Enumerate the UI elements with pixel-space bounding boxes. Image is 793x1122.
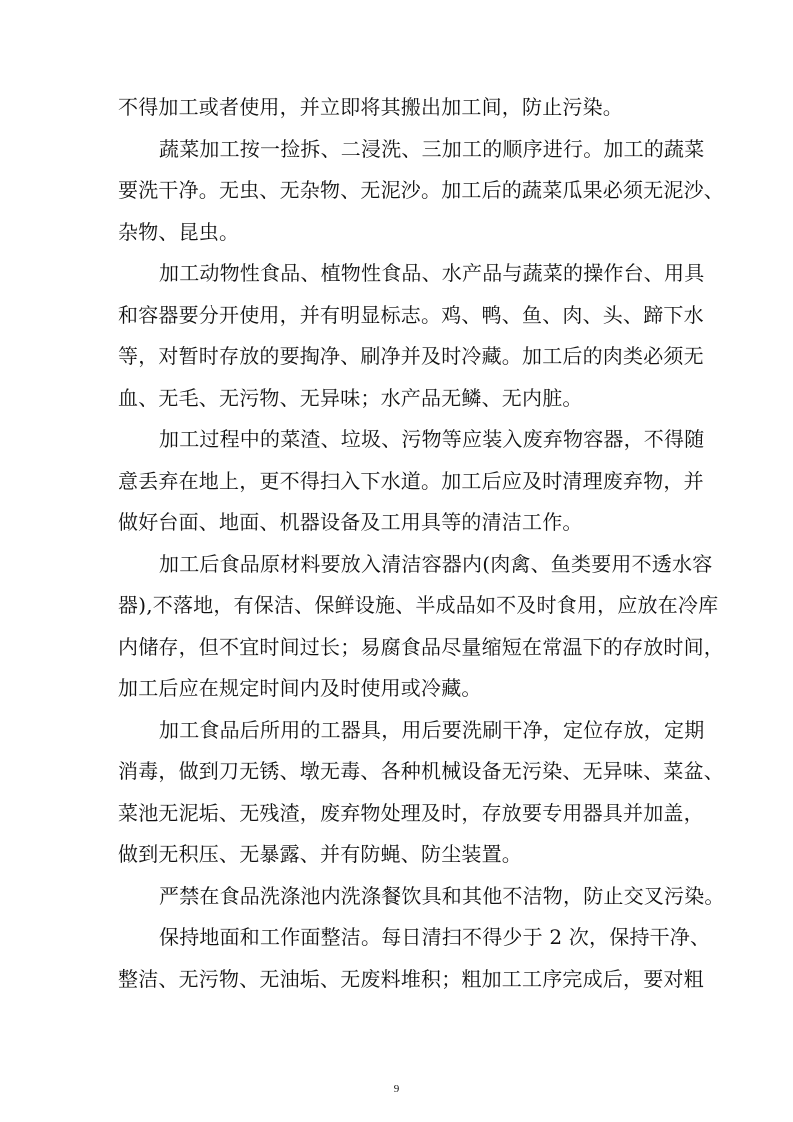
text-line: 加工后应在规定时间内及时使用或冷藏。 (118, 676, 482, 700)
text-line: 菜池无泥垢、无残渣，废弃物处理及时，存放要专用器具并加盖， (118, 800, 704, 825)
text-line: 内储存，但不宜时间过长；易腐食品尽量缩短在常温下的存放时间， (118, 634, 724, 659)
text-line: 等，对暂时存放的要掏净、刷净并及时冷藏。加工后的肉类必须无 (118, 344, 704, 368)
text-line: 杂物、昆虫。 (118, 219, 240, 244)
text-line: 做到无积压、无暴露、并有防蝇、防尘装置。 (118, 842, 522, 866)
text-line: 加工食品后所用的工器具，用后要洗刷干净，定位存放，定期 (159, 717, 705, 742)
text-line: 血、无毛、无污物、无异味；水产品无鳞、无内脏。 (118, 385, 583, 410)
text-line: 加工过程中的菜渣、垃圾、污物等应装入废弃物容器，不得随 (159, 427, 705, 451)
text-line: 要洗干净。无虫、无杂物、无泥沙。加工后的蔬菜瓜果必须无泥沙、 (118, 178, 724, 202)
text-line: 蔬菜加工按一捡拆、二浸洗、三加工的顺序进行。加工的蔬菜 (159, 136, 705, 161)
text-line: 加工动物性食品、植物性食品、水产品与蔬菜的操作台、用具 (159, 261, 705, 285)
document-body (118, 92, 725, 1005)
text-line: 整洁、无污物、无油垢、无废料堆积；粗加工工序完成后，要对粗 (118, 966, 704, 991)
text-line: 严禁在食品洗涤池内洗涤餐饮具和其他不洁物，防止交叉污染。 (159, 883, 725, 908)
text-line: 器),不落地，有保洁、保鲜设施、半成品如不及时食用，应放在冷库 (118, 593, 719, 617)
text-line: 保持地面和工作面整洁。每日清扫不得少于 2 次，保持干净、 (159, 925, 711, 949)
text-line: 加工后食品原材料要放入清洁容器内(肉禽、鱼类要用不透水容 (159, 551, 713, 576)
text-line: 做好台面、地面、机器设备及工用具等的清洁工作。 (118, 510, 583, 534)
text-line: 和容器要分开使用，并有明显标志。鸡、鸭、鱼、肉、头、蹄下水 (118, 302, 704, 327)
text-line: 意丢弃在地上，更不得扫入下水道。加工后应及时清理废弃物，并 (118, 468, 704, 493)
text-line: 不得加工或者使用，并立即将其搬出加工间，防止污染。 (118, 95, 623, 119)
text-line: 消毒，做到刀无锈、墩无毒、各种机械设备无污染、无异味、菜盆、 (118, 759, 724, 783)
page-number: 9 (393, 1083, 400, 1095)
